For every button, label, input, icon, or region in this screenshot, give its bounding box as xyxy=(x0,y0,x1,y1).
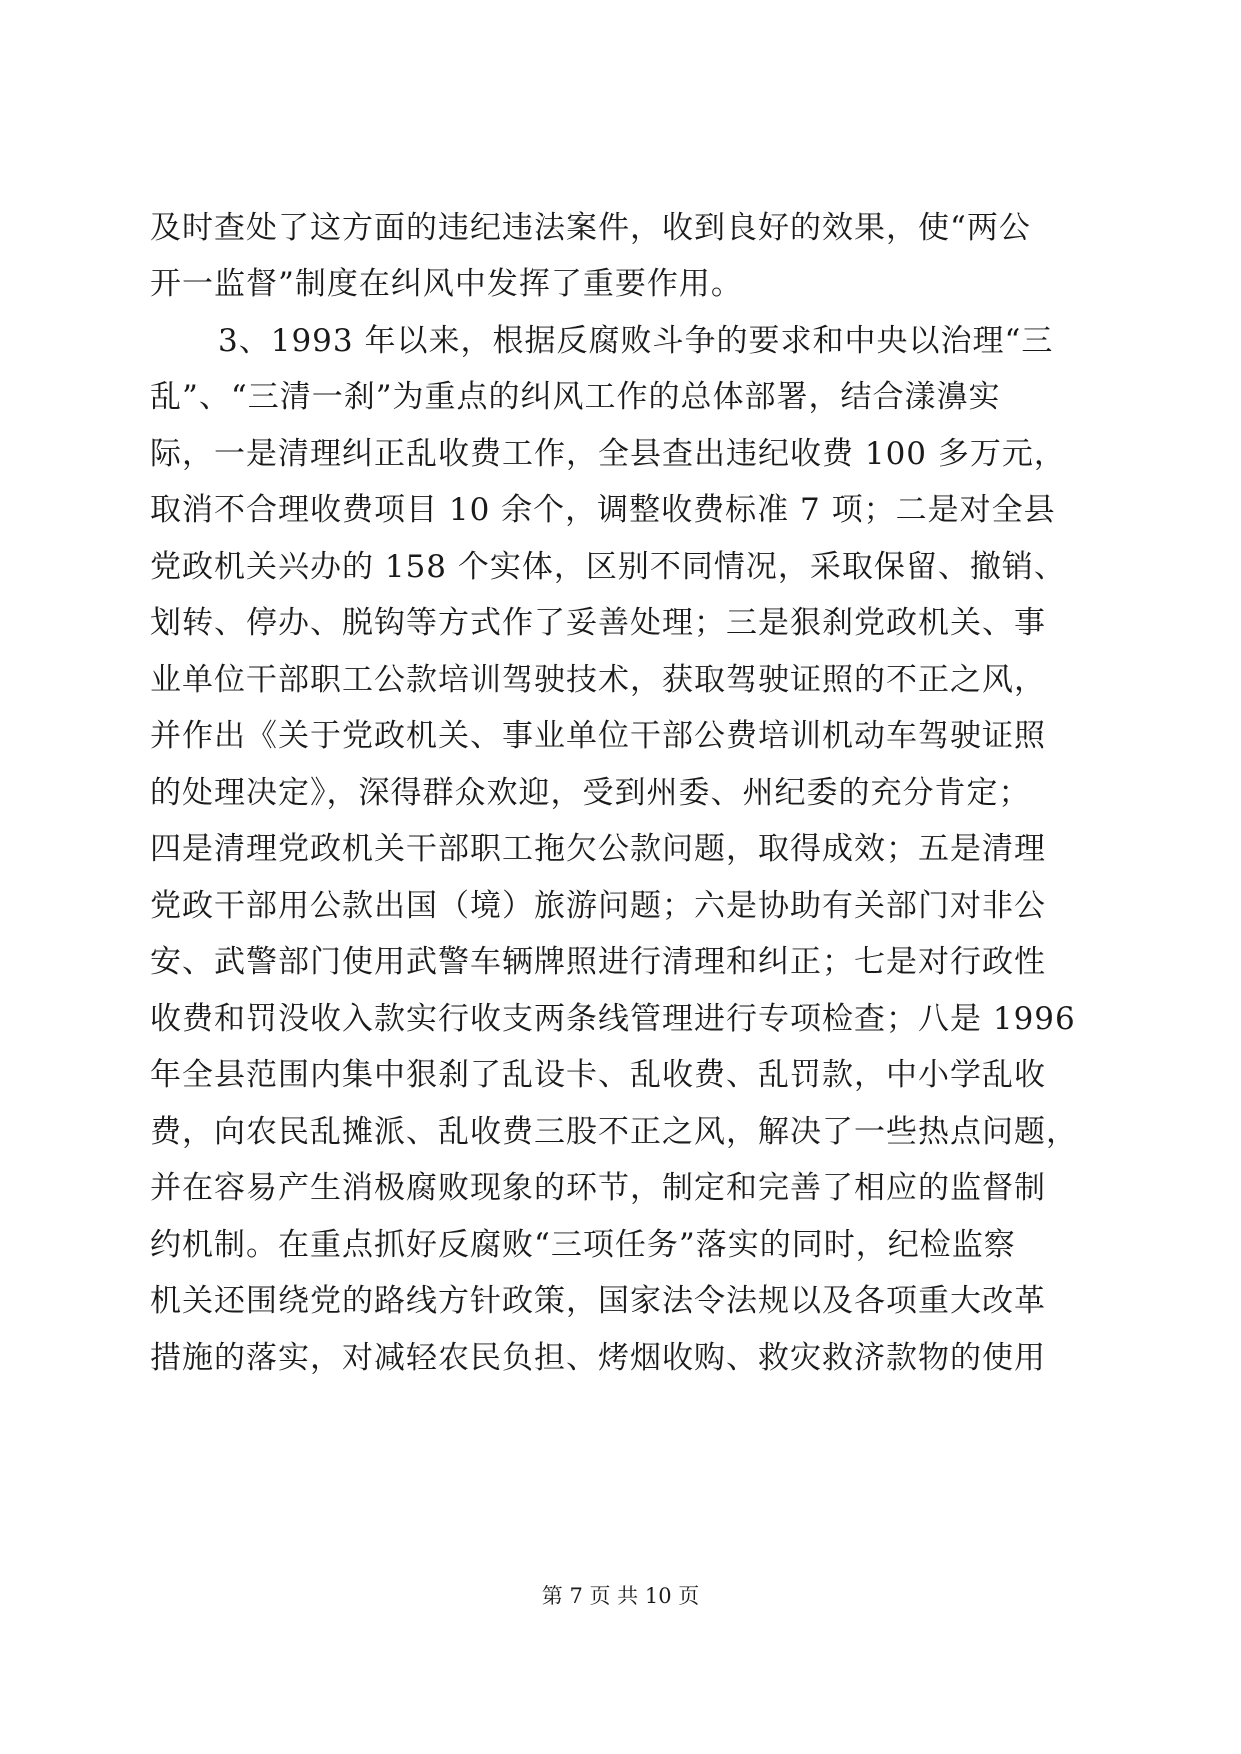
paragraph-start-line: 3、1993 年以来，根据反腐败斗争的要求和中央以治理“三 xyxy=(218,323,1054,359)
page-number-footer: 第 7 页 共 10 页 xyxy=(541,1584,700,1608)
text-line: 费，向农民乱摊派、乱收费三股不正之风，解决了一些热点问题， xyxy=(150,1114,1078,1150)
text-line: 措施的落实，对减轻农民负担、烤烟收购、救灾救济款物的使用 xyxy=(150,1340,1046,1376)
text-line: 机关还围绕党的路线方针政策，国家法令法规以及各项重大改革 xyxy=(150,1283,1046,1319)
text-line: 党政机关兴办的 158 个实体，区别不同情况，采取保留、撤销、 xyxy=(150,549,1066,585)
text-line: 开一监督”制度在纠风中发挥了重要作用。 xyxy=(150,266,743,302)
text-line: 取消不合理收费项目 10 余个，调整收费标准 7 项；二是对全县 xyxy=(150,492,1056,528)
text-line: 际，一是清理纠正乱收费工作，全县查出违纪收费 100 多万元， xyxy=(150,436,1066,472)
text-line: 党政干部用公款出国（境）旅游问题；六是协助有关部门对非公 xyxy=(150,888,1046,924)
text-line: 收费和罚没收入款实行收支两条线管理进行专项检查；八是 1996 xyxy=(150,1001,1076,1037)
text-line: 并在容易产生消极腐败现象的环节，制定和完善了相应的监督制 xyxy=(150,1170,1046,1206)
text-line: 划转、停办、脱钩等方式作了妥善处理；三是狠刹党政机关、事 xyxy=(150,605,1046,641)
text-line: 四是清理党政机关干部职工拖欠公款问题，取得成效；五是清理 xyxy=(150,831,1046,867)
text-line: 约机制。在重点抓好反腐败“三项任务”落实的同时，纪检监察 xyxy=(150,1227,1016,1263)
text-line: 及时查处了这方面的违纪违法案件，收到良好的效果，使“两公 xyxy=(150,210,1031,246)
text-line: 的处理决定》，深得群众欢迎，受到州委、州纪委的充分肯定； xyxy=(150,775,1031,811)
text-line: 安、武警部门使用武警车辆牌照进行清理和纠正；七是对行政性 xyxy=(150,944,1046,980)
text-line: 业单位干部职工公款培训驾驶技术，获取驾驶证照的不正之风， xyxy=(150,662,1046,698)
text-line: 年全县范围内集中狠刹了乱设卡、乱收费、乱罚款，中小学乱收 xyxy=(150,1057,1046,1093)
text-line: 并作出《关于党政机关、事业单位干部公费培训机动车驾驶证照 xyxy=(150,718,1046,754)
text-line: 乱”、“三清一刹”为重点的纠风工作的总体部署，结合漾濞实 xyxy=(150,379,1001,415)
